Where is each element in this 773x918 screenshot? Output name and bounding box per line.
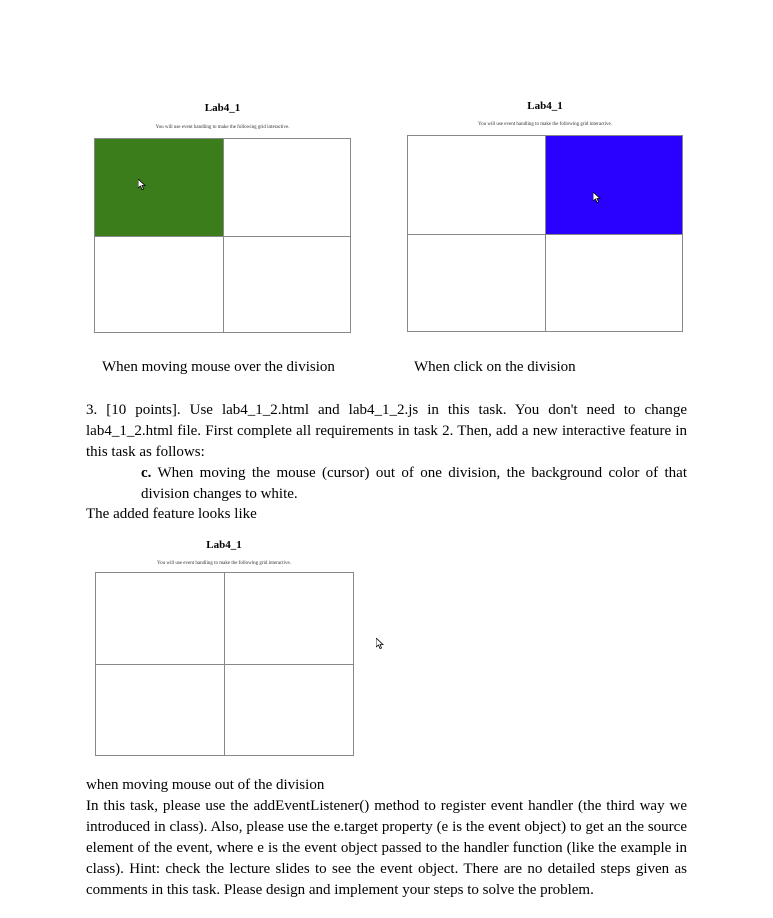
click-grid-cell-bottom-left[interactable] — [408, 235, 545, 331]
click-grid — [407, 135, 683, 332]
mouseout-grid-cell-top-left[interactable] — [96, 573, 224, 664]
hover-screenshot-title: Lab4_1 — [204, 102, 241, 114]
click-caption: When click on the division — [414, 359, 576, 375]
mouse-cursor-icon — [593, 192, 601, 203]
click-grid-cell-top-right[interactable] — [546, 136, 682, 234]
task3-instructions: In this task, please use the addEventListener() method to register event handler (the third way we introduced in class). Also, please use the e.target property (e is the event object) to get an the source element of the event, where e is the event object passed to the handler function (like the example in class). Hint: check the lecture slides to see the event object. There are no detailed steps given as comments in this task. Please design and implement your steps to solve the problem. — [86, 798, 687, 898]
mouseout-grid-cell-bottom-right[interactable] — [225, 665, 353, 755]
mouseout-screenshot-title: Lab4_1 — [206, 539, 242, 551]
click-grid-cell-top-left[interactable] — [408, 136, 545, 234]
hover-caption: When moving mouse over the division — [102, 359, 335, 375]
task3-item-text: When moving the mouse (cursor) out of one division, the background color of that division changes to white. — [141, 465, 687, 502]
mouseout-grid-cell-top-right[interactable] — [225, 573, 353, 664]
hover-grid-cell-bottom-left[interactable] — [95, 237, 223, 332]
task3-item-c — [141, 463, 687, 505]
mouseout-screenshot-subtitle: You will use event handling to make the following grid interactive. — [156, 561, 292, 566]
task3-intro: 3. [10 points]. Use lab4_1_2.html and lab4_1_2.js in this task. You don't need to change lab4_1_2.html file. First complete all requirements in task 2. Then, add a new interactive feature in this task as follows: — [86, 402, 687, 460]
hover-grid-cell-top-left[interactable] — [95, 139, 223, 236]
hover-grid — [94, 138, 351, 333]
click-grid-cell-bottom-right[interactable] — [546, 235, 682, 331]
added-feature-line: The added feature looks like — [86, 506, 257, 522]
mouse-cursor-icon — [138, 179, 146, 190]
mouseout-caption: when moving mouse out of the division — [86, 777, 325, 793]
mouseout-grid — [95, 572, 354, 756]
mouse-cursor-icon — [376, 638, 384, 649]
mouseout-grid-cell-bottom-left[interactable] — [96, 665, 224, 755]
hover-grid-cell-bottom-right[interactable] — [224, 237, 350, 332]
click-screenshot-title: Lab4_1 — [527, 100, 563, 112]
hover-grid-cell-top-right[interactable] — [224, 139, 350, 236]
click-screenshot-subtitle: You will use event handling to make the following grid interactive. — [477, 122, 613, 127]
task3-item-label: c. — [141, 465, 152, 481]
hover-screenshot-subtitle: You will use event handling to make the following grid interactive. — [155, 125, 290, 130]
